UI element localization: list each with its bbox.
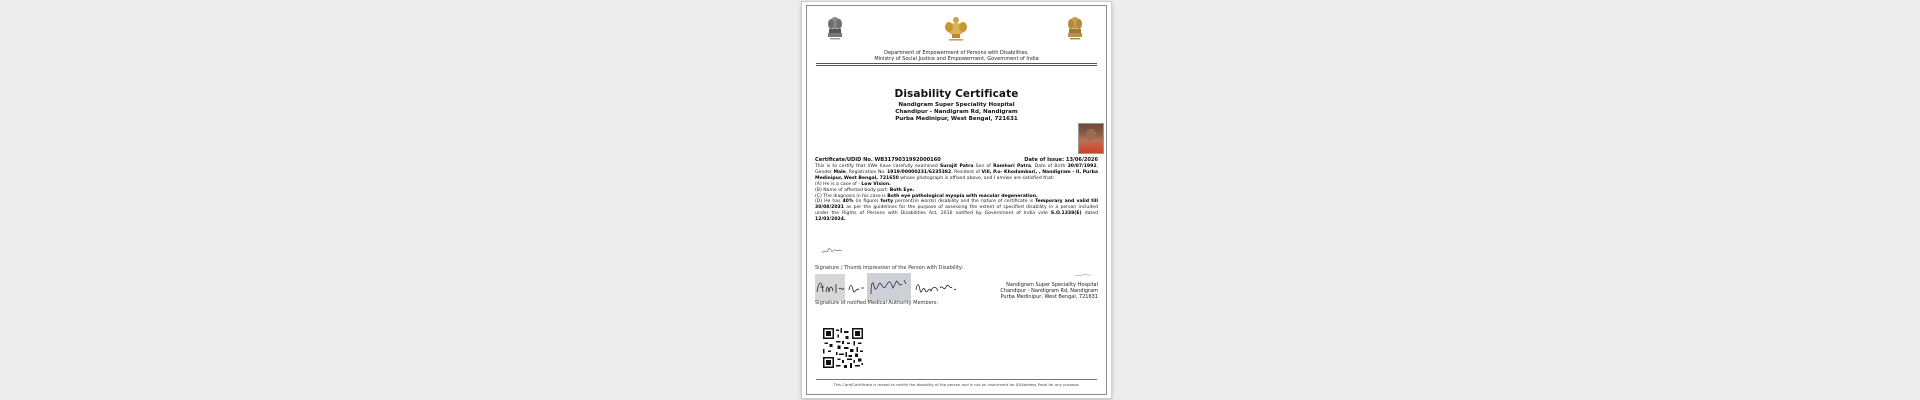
clause-b-prefix: (B) Name of affected body part: <box>815 187 889 193</box>
header-rule-thin <box>816 65 1097 66</box>
dated-label: dated <box>1084 211 1098 217</box>
member-signature-3 <box>914 278 959 298</box>
so-number: S.O.1338(E) <box>1050 211 1082 217</box>
clause-b-value: Both Eye. <box>889 187 915 193</box>
son-of-label: Son of <box>975 164 991 169</box>
department-line-2: Ministry of Social Justice and Empowerment, Government of India <box>874 56 1039 62</box>
clause-c-value: Both eye pathological myopia with macular degeneration. <box>887 193 1038 199</box>
authority-name: Nandigram Super Speciality Hospital <box>1006 282 1098 288</box>
intro-text: This is to certify that I/We have carefully examined <box>815 164 938 169</box>
date-of-issue: Date of Issue: 13/06/2026 <box>1024 157 1098 163</box>
clause-d-prefix: (D) He has <box>815 199 841 205</box>
resident-address: Vill, P.o- Khodambari, , Nandigram - II, Purba Medinipur, West Bengal, 721650 <box>815 169 1098 181</box>
person-signature-label: Signature / Thumb impression of the Person with Disability: <box>815 265 964 271</box>
hospital-address-line-1: Chandipur - Nandigram Rd, Nandigram <box>895 109 1018 115</box>
authority-address-line-2: Purba Medinipur, West Bengal, 721631 <box>1000 294 1098 301</box>
clause-c-prefix: (C) The diagnosis in his case is <box>815 193 886 199</box>
national-emblem-left-icon <box>825 15 845 43</box>
resident-label: , Resident of <box>951 169 981 175</box>
national-emblem-right-icon <box>1065 15 1085 43</box>
registration-label: , Registration No. <box>845 169 886 175</box>
member-signature-2 <box>868 274 910 300</box>
gender: Male <box>833 169 846 175</box>
dob-label: , Date of Birth <box>1030 164 1066 169</box>
certificate-body <box>815 164 1098 223</box>
udid-row <box>815 157 1098 163</box>
photo-face <box>1086 129 1096 140</box>
clause-d-text-2: percent(in words) disability and the nature of certificate is <box>895 199 1034 205</box>
date-of-birth: 30/07/1992 <box>1067 164 1097 169</box>
photo-note: whose photograph is affixed above, and I am/we are satisfied that: <box>900 175 1055 181</box>
person-signature <box>821 246 843 257</box>
authority-signature <box>1074 273 1092 278</box>
issuing-authority <box>1000 282 1098 301</box>
udid-number: Certificate/UDID No. WB3179031992000160 <box>815 157 941 163</box>
certificate-page <box>802 2 1111 398</box>
applicant-photo <box>1078 123 1104 154</box>
hospital-address-line-2: Purba Medinipur, West Bengal, 721631 <box>895 116 1018 122</box>
header-rule <box>816 63 1097 64</box>
person-name: Surajit Patra <box>939 164 974 169</box>
gender-label: , Gender <box>815 164 1098 175</box>
qr-code <box>823 328 863 368</box>
department-line-1: Department of Empowerment of Persons with Disabilities, <box>884 50 1029 56</box>
certificate-title: Disability Certificate <box>894 88 1019 100</box>
member-signature-1 <box>815 276 867 298</box>
clause-d-text-1: (in figure) <box>855 199 879 205</box>
clause-a-value: Low Vision. <box>861 181 891 187</box>
department-header <box>802 50 1111 62</box>
father-name: Ramhari Patra <box>993 164 1031 169</box>
disability-percent: 40% <box>842 199 854 205</box>
clause-d-text-3: as per the guidelines for the purpose of assessing the extent of specified disability in a person included under the Rights of Persons with Disabilities Act, 2016 notified by Government of India vide <box>815 205 1099 217</box>
seal-emblem-center-icon <box>943 15 969 43</box>
authority-address-line-1: Chandipur - Nandigram Rd, Nandigram <box>1000 288 1098 295</box>
footer-rule <box>816 379 1097 380</box>
disability-percent-words: forty <box>880 199 894 205</box>
registration-number: 1919/00000231/6235382 <box>887 169 952 175</box>
clause-a-prefix: (A) He is a case of - <box>815 181 860 187</box>
notification-date: 12/03/2024. <box>815 217 846 223</box>
certificate-nature: Temporary and valid till 30/08/2031 <box>815 199 1099 211</box>
footer-note: This Card/Certificate is meant to certify the disability of the person and is not an instrument for ID/Address Proof for any purpose. <box>833 382 1080 387</box>
hospital-name: Nandigram Super Speciality Hospital <box>898 102 1015 108</box>
members-signature-label: Signature of notified Medical Authority Members: <box>815 300 939 306</box>
